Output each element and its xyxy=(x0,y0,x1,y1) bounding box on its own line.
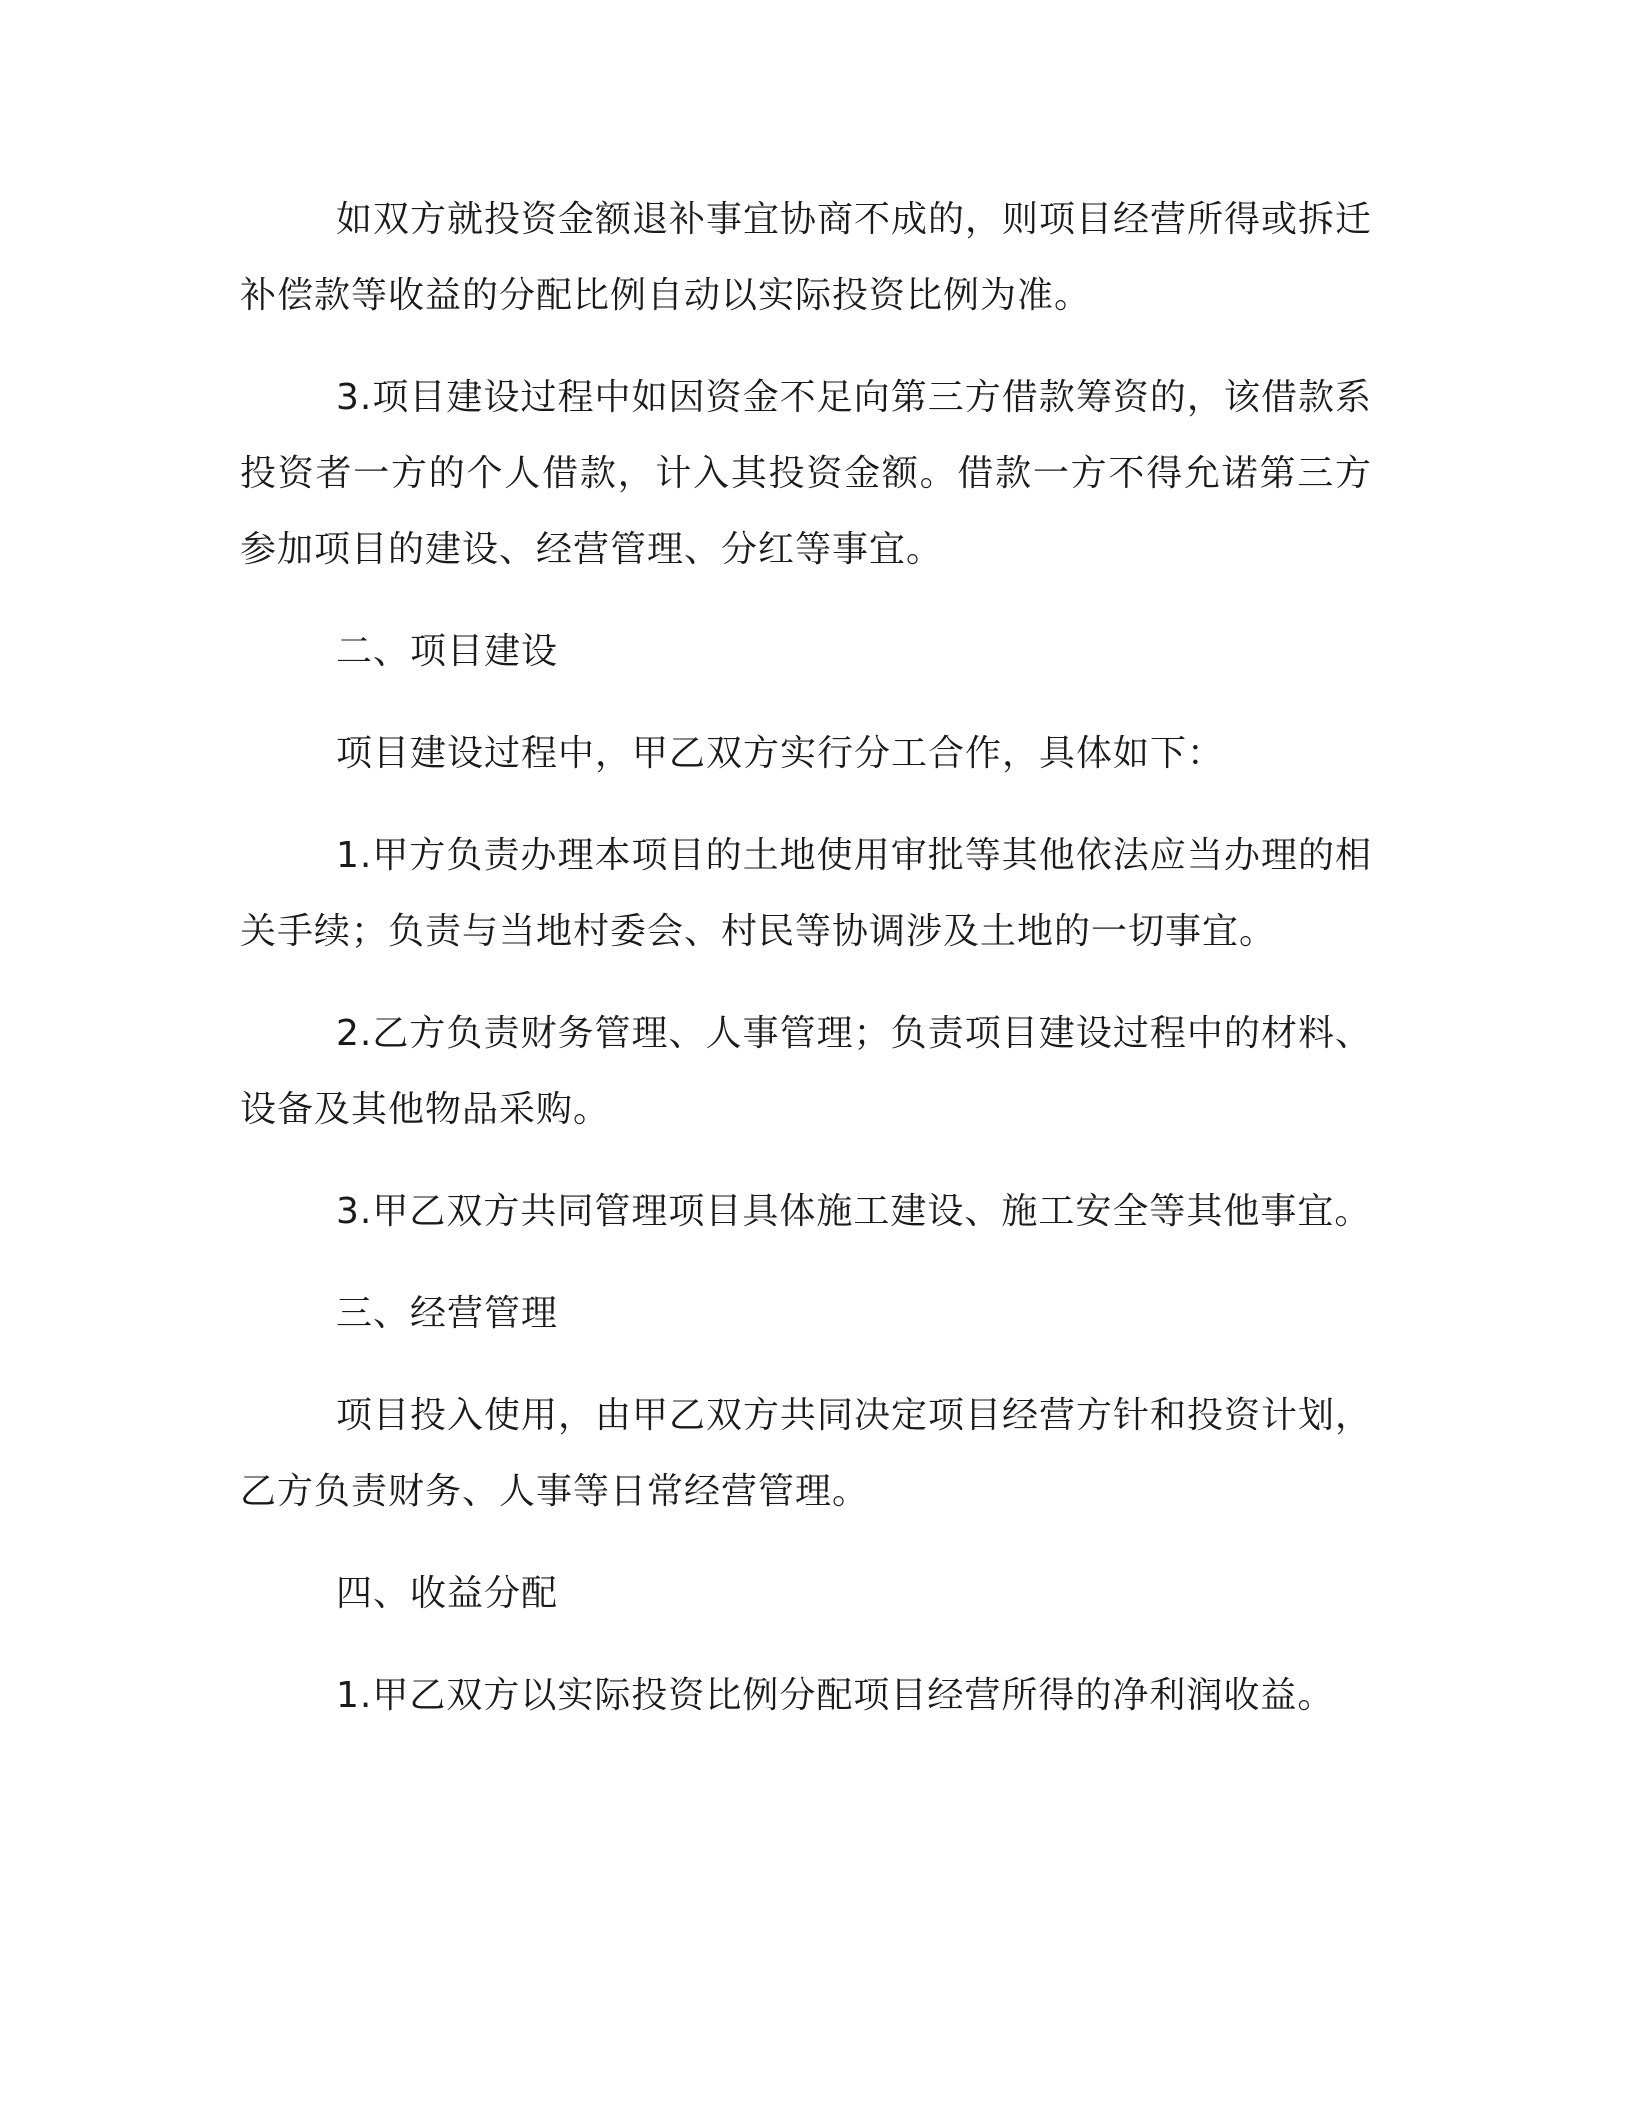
paragraph-operation-policy: 项目投入使用，由甲乙双方共同决定项目经营方针和投资计划，乙方负责财务、人事等日常经营管理。 xyxy=(240,1395,1373,1512)
paragraph-party-b-duties: 2.乙方负责财务管理、人事管理；负责项目建设过程中的材料、设备及其他物品采购。 xyxy=(240,1013,1372,1130)
paragraph-party-a-duties: 1.甲方负责办理本项目的土地使用审批等其他依法应当办理的相关手续；负责与当地村委会、村民等协调涉及土地的一切事宜。 xyxy=(240,835,1372,952)
paragraph-division-of-work: 项目建设过程中，甲乙双方实行分工合作，具体如下： xyxy=(336,733,1225,774)
paragraph-joint-management: 3.甲乙双方共同管理项目具体施工建设、施工安全等其他事宜。 xyxy=(336,1191,1372,1232)
section-heading-project-construction: 二、项目建设 xyxy=(336,631,559,672)
paragraph-profit-share: 1.甲乙双方以实际投资比例分配项目经营所得的净利润收益。 xyxy=(336,1675,1335,1716)
document-body xyxy=(240,182,1372,1760)
section-heading-operation-management: 三、经营管理 xyxy=(336,1293,559,1334)
paragraph-investment-refund: 如双方就投资金额退补事宜协商不成的，则项目经营所得或拆迁补偿款等收益的分配比例自动以实际投资比例为准。 xyxy=(240,199,1373,316)
section-heading-profit-distribution: 四、收益分配 xyxy=(336,1573,559,1614)
paragraph-third-party-loan: 3.项目建设过程中如因资金不足向第三方借款筹资的，该借款系投资者一方的个人借款，计入其投资金额。借款一方不得允诺第三方参加项目的建设、经营管理、分红等事宜。 xyxy=(240,377,1372,570)
